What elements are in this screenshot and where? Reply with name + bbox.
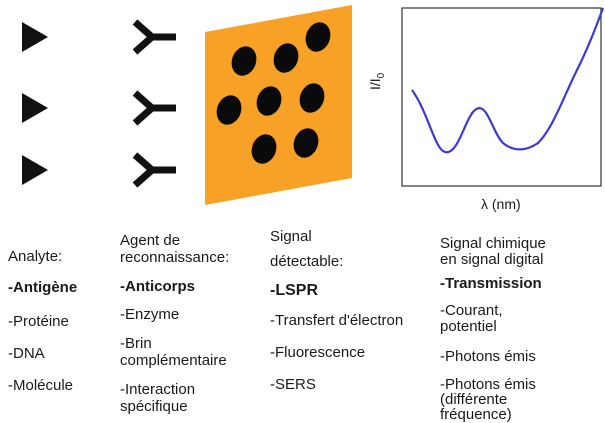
column-digital-item: -Photons émis: [440, 348, 536, 365]
column-signal-item: -SERS: [270, 376, 316, 393]
column-digital-item: -Courant,: [440, 302, 503, 319]
plot-ylabel-subscript: 0: [375, 72, 387, 79]
column-digital-header: en signal digital: [440, 251, 544, 268]
column-recognition-header: Agent de: [120, 232, 181, 249]
column-digital-item: (différente: [440, 391, 508, 408]
antibody-y-icon: [135, 93, 176, 123]
column-signal-bold-item: -LSPR: [270, 282, 318, 299]
column-recognition-item: -Interaction: [120, 381, 196, 398]
column-recognition-item: -Brin: [120, 335, 152, 352]
triangle-icon: [22, 155, 48, 185]
column-recognition-item: spécifique: [120, 398, 188, 415]
column-analyte-header: Analyte:: [8, 248, 63, 265]
antibody-y-icon: [135, 22, 176, 52]
antibody-y-icon: [135, 155, 176, 185]
column-signal-item: -Transfert d'électron: [270, 312, 404, 329]
column-signal-header: détectable:: [270, 253, 344, 270]
column-signal-header: Signal: [270, 228, 312, 245]
triangle-icon: [22, 22, 48, 52]
column-recognition-bold-item: -Anticorps: [120, 278, 195, 295]
column-recognition-item: -Enzyme: [120, 306, 180, 323]
column-signal-item: -Fluorescence: [270, 344, 366, 361]
plot-frame: [402, 8, 601, 186]
plot-ylabel-text: I/I: [367, 78, 383, 90]
column-analyte-item: -Protéine: [8, 313, 69, 330]
column-analyte-bold-item: -Antigène: [8, 279, 78, 296]
column-digital-item: -Photons émis: [440, 376, 536, 393]
column-digital-bold-item: -Transmission: [440, 275, 542, 292]
column-digital-header: Signal chimique: [440, 235, 546, 252]
plot-xlabel: λ (nm): [481, 196, 521, 212]
column-analyte-item: -Molécule: [8, 377, 74, 394]
column-recognition-header: reconnaissance:: [120, 249, 230, 266]
column-digital-item: fréquence): [440, 406, 512, 423]
column-analyte-item: -DNA: [8, 345, 45, 362]
column-recognition-item: complémentaire: [120, 352, 227, 369]
triangle-icon: [22, 93, 48, 123]
column-digital-item: potentiel: [440, 318, 497, 335]
plot-ylabel: [367, 73, 390, 90]
